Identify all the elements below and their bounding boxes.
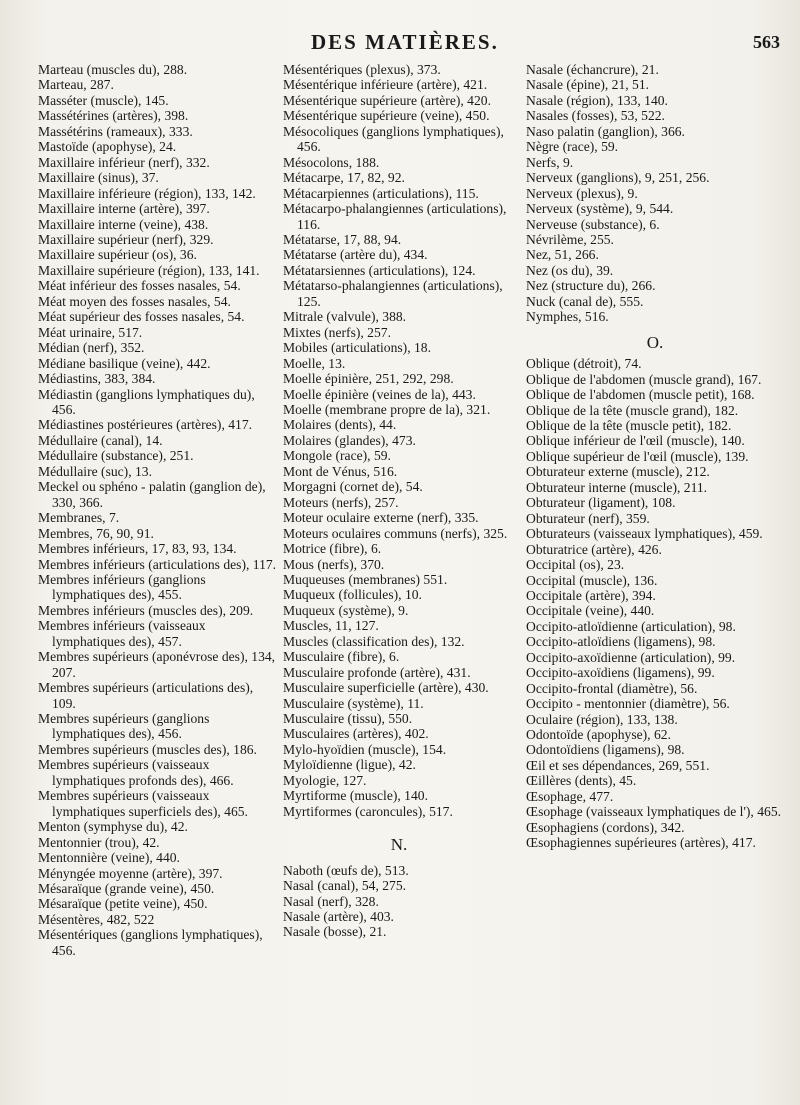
page-number: 563 bbox=[753, 32, 780, 52]
index-entry: Mylo-hyoïdien (muscle), 154. bbox=[283, 741, 447, 757]
index-entry: Méat inférieur des fosses nasales, 54. bbox=[38, 278, 241, 294]
index-entry: Mésentérique supérieure (artère), 420. bbox=[283, 92, 491, 108]
index-entry: Massétérines (artères), 398. bbox=[38, 108, 189, 124]
index-entry: Membres supérieurs (aponévrose des), 134, 207. bbox=[38, 649, 276, 680]
page-header bbox=[0, 30, 800, 60]
index-entry: Nymphes, 516. bbox=[526, 309, 609, 325]
index-entry: Méat moyen des fosses nasales, 54. bbox=[38, 293, 231, 309]
index-entry: Occipito-frontal (diamètre), 56. bbox=[526, 680, 698, 696]
index-entry: Nasale (bosse), 21. bbox=[283, 924, 387, 940]
index-entry: Métacarpo-phalangiennes (articulations), 116. bbox=[283, 201, 507, 232]
index-entry: Mobiles (articulations), 18. bbox=[283, 340, 431, 356]
index-entry: Maxillaire interne (veine), 438. bbox=[38, 216, 209, 232]
index-entry: Mont de Vénus, 516. bbox=[283, 463, 398, 479]
index-entry: Odontoïdiens (ligamens), 98. bbox=[526, 742, 685, 758]
index-entry: Nasal (nerf), 328. bbox=[283, 893, 379, 909]
index-entry: Muqueuses (membranes) 551. bbox=[283, 571, 448, 587]
index-entry: Mongole (race), 59. bbox=[283, 448, 391, 464]
index-entry: Obturateur (nerf), 359. bbox=[526, 510, 650, 526]
index-entry: Oblique de la tête (muscle petit), 182. bbox=[526, 417, 732, 433]
index-entry: Marteau (muscles du), 288. bbox=[38, 62, 188, 77]
index-entry: Moteurs oculaires communs (nerfs), 325. bbox=[283, 525, 508, 541]
index-entry: Moelle épinière, 251, 292, 298. bbox=[283, 371, 454, 387]
index-entry: Occipitale (veine), 440. bbox=[526, 603, 655, 619]
index-entry: Nez (os du), 39. bbox=[526, 262, 614, 278]
index-entry: Naso palatin (ganglion), 366. bbox=[526, 123, 685, 139]
index-entry: Mous (nerfs), 370. bbox=[283, 556, 385, 572]
index-entry: Oblique supérieur de l'œil (muscle), 139. bbox=[526, 448, 749, 464]
index-entry: Myologie, 127. bbox=[283, 772, 367, 788]
index-entry: Nerfs, 9. bbox=[526, 154, 574, 170]
index-entry: Membres supérieurs (muscles des), 186. bbox=[38, 741, 257, 757]
index-entry: Meckel ou sphéno - palatin (ganglion de), 330, 366. bbox=[38, 479, 266, 510]
index-entry: Membranes, 7. bbox=[38, 510, 120, 526]
index-entry: Membres supérieurs (vaisseaux lymphatiques superficiels des), 465. bbox=[38, 788, 248, 819]
index-entry: Mésentériques (ganglions lymphatiques), 456. bbox=[38, 927, 263, 958]
index-entry: Métacarpe, 17, 82, 92. bbox=[283, 170, 405, 186]
index-entry: Médiane basilique (veine), 442. bbox=[38, 355, 211, 371]
index-entry: Maxillaire supérieure (région), 133, 141. bbox=[38, 262, 260, 278]
index-entry: Œsophagiens (cordons), 342. bbox=[526, 819, 685, 835]
index-entry: Nez (structure du), 266. bbox=[526, 278, 656, 294]
index-entry: Métatarse (artère du), 434. bbox=[283, 247, 428, 263]
index-entry: Maxillaire interne (artère), 397. bbox=[38, 201, 210, 217]
index-entry: Métatarse, 17, 88, 94. bbox=[283, 231, 402, 247]
index-entry: Oblique (détroit), 74. bbox=[526, 356, 642, 372]
index-entry: Nasal (canal), 54, 275. bbox=[283, 878, 407, 894]
index-entry: Masséter (muscle), 145. bbox=[38, 92, 169, 108]
index-entry: Médullaire (suc), 13. bbox=[38, 463, 153, 479]
index-entry: Œil et ses dépendances, 269, 551. bbox=[526, 757, 710, 773]
index-entry: Moelle, 13. bbox=[283, 355, 346, 371]
index-entry: Membres supérieurs (articulations des), 109. bbox=[38, 680, 254, 711]
index-entry: Musculaire profonde (artère), 431. bbox=[283, 664, 471, 680]
index-entry: Médullaire (canal), 14. bbox=[38, 432, 163, 448]
index-entry: Maxillaire (sinus), 37. bbox=[38, 170, 159, 186]
index-entry: Obturatrice (artère), 426. bbox=[526, 541, 662, 557]
index-entry: Mésaraïque (grande veine), 450. bbox=[38, 881, 215, 897]
index-entry: Musculaire superficielle (artère), 430. bbox=[283, 680, 489, 696]
index-entry: Médiastins, 383, 384. bbox=[38, 371, 156, 387]
index-column-3 bbox=[526, 62, 784, 851]
index-entry: Occipito-axoïdienne (articulation), 99. bbox=[526, 649, 736, 665]
index-entry: Occipito-atloïdiens (ligamens), 98. bbox=[526, 634, 716, 650]
index-entry: Nerveux (ganglions), 9, 251, 256. bbox=[526, 170, 710, 186]
index-entry: Musculaire (système), 11. bbox=[283, 695, 424, 711]
index-entry: Œsophagiennes supérieures (artères), 417. bbox=[526, 835, 756, 851]
index-entry: Occipital (os), 23. bbox=[526, 557, 625, 573]
index-entry: Occipito-atloïdienne (articulation), 98. bbox=[526, 618, 736, 634]
index-entry: Nasale (artère), 403. bbox=[283, 909, 394, 925]
index-entry: Nerveux (plexus), 9. bbox=[526, 185, 638, 201]
index-entry: Médian (nerf), 352. bbox=[38, 340, 145, 356]
index-entry: Mésaraïque (petite veine), 450. bbox=[38, 896, 208, 912]
running-title: DES MATIÈRES. bbox=[311, 30, 499, 54]
index-entry: Maxillaire supérieur (nerf), 329. bbox=[38, 231, 214, 247]
index-entry: Névrilème, 255. bbox=[526, 231, 614, 247]
index-column-1 bbox=[38, 62, 278, 958]
index-entry: Mésentères, 482, 522 bbox=[38, 911, 155, 927]
index-entry: Maxillaire supérieur (os), 36. bbox=[38, 247, 197, 263]
index-entry: Œsophage (vaisseaux lymphatiques de l'), 465. bbox=[526, 804, 782, 820]
index-entry: Œillères (dents), 45. bbox=[526, 773, 637, 789]
index-entry: Marteau, 287. bbox=[38, 77, 114, 93]
index-entry: Muqueux (système), 9. bbox=[283, 602, 409, 618]
index-entry: Moteurs (nerfs), 257. bbox=[283, 494, 399, 510]
index-entry: Obturateur (ligament), 108. bbox=[526, 495, 676, 511]
index-entry: Mastoïde (apophyse), 24. bbox=[38, 139, 177, 155]
index-entry: Membres inférieurs (muscles des), 209. bbox=[38, 602, 254, 618]
index-entry: Nerveux (système), 9, 544. bbox=[526, 201, 674, 217]
index-entry: Occipito-axoïdiens (ligamens), 99. bbox=[526, 665, 715, 681]
index-entry: Molaires (dents), 44. bbox=[283, 417, 397, 433]
index-entry: Obturateurs (vaisseaux lymphatiques), 459. bbox=[526, 526, 763, 542]
index-entry: Morgagni (cornet de), 54. bbox=[283, 479, 423, 495]
index-entry: Mixtes (nerfs), 257. bbox=[283, 324, 391, 340]
index-entry: Membres supérieurs (ganglions lymphatiques des), 456. bbox=[38, 711, 210, 742]
index-entry: Nez, 51, 266. bbox=[526, 247, 599, 263]
index-entry: Muscles (classification des), 132. bbox=[283, 633, 465, 649]
index-entry: Nasale (échancrure), 21. bbox=[526, 62, 659, 77]
section-letter: O. bbox=[646, 332, 664, 352]
index-entry: Nasales (fosses), 53, 522. bbox=[526, 108, 665, 124]
index-entry: Nasale (région), 133, 140. bbox=[526, 92, 668, 108]
index-entry: Molaires (glandes), 473. bbox=[283, 432, 416, 448]
index-entry: Occipital (muscle), 136. bbox=[526, 572, 658, 588]
index-entry: Maxillaire inférieure (région), 133, 142. bbox=[38, 185, 256, 201]
index-entry: Mésentériques (plexus), 373. bbox=[283, 62, 441, 77]
index-entry: Occipitale (artère), 394. bbox=[526, 587, 656, 603]
index-entry: Mésentérique inférieure (artère), 421. bbox=[283, 77, 488, 93]
index-entry: Métatarsiennes (articulations), 124. bbox=[283, 262, 476, 278]
index-entry: Médiastin (ganglions lymphatiques du), 456. bbox=[38, 386, 255, 417]
index-entry: Nuck (canal de), 555. bbox=[526, 293, 644, 309]
index-entry: Myloïdienne (ligue), 42. bbox=[283, 757, 416, 773]
index-entry: Nasale (épine), 21, 51. bbox=[526, 77, 650, 93]
section-letter: N. bbox=[390, 835, 408, 855]
index-entry: Oblique inférieur de l'œil (muscle), 140. bbox=[526, 433, 745, 449]
index-entry: Mésentérique supérieure (veine), 450. bbox=[283, 108, 490, 124]
index-entry: Obturateur externe (muscle), 212. bbox=[526, 464, 710, 480]
index-entry: Mésocoliques (ganglions lymphatiques), 456. bbox=[283, 123, 504, 155]
index-entry: Méat supérieur des fosses nasales, 54. bbox=[38, 309, 245, 325]
index-entry: Membres inférieurs (ganglions lymphatiques des), 455. bbox=[38, 571, 206, 603]
index-entry: Muqueux (follicules), 10. bbox=[283, 587, 422, 603]
index-entry: Motrice (fibre), 6. bbox=[283, 541, 382, 557]
index-entry: Musculaire (tissu), 550. bbox=[283, 711, 413, 727]
index-entry: Moelle épinière (veines de la), 443. bbox=[283, 386, 476, 402]
index-entry: Oblique de l'abdomen (muscle grand), 167. bbox=[526, 371, 762, 387]
index-entry: Membres inférieurs (vaisseaux lymphatiques des), 457. bbox=[38, 618, 206, 649]
index-entry: Menton (symphyse du), 42. bbox=[38, 819, 188, 835]
index-entry: Mentonnière (veine), 440. bbox=[38, 850, 180, 866]
index-entry: Muscles, 11, 127. bbox=[283, 618, 379, 634]
index-entry: Mentonnier (trou), 42. bbox=[38, 834, 160, 850]
index-entry: Membres inférieurs, 17, 83, 93, 134. bbox=[38, 541, 237, 557]
index-entry: Nègre (race), 59. bbox=[526, 139, 619, 155]
index-entry: Métatarso-phalangiennes (articulations), 125. bbox=[283, 278, 503, 309]
index-entry: Naboth (œufs de), 513. bbox=[283, 862, 409, 878]
index-entry: Médullaire (substance), 251. bbox=[38, 448, 194, 464]
index-entry: Moelle (membrane propre de la), 321. bbox=[283, 401, 491, 417]
index-entry: Membres supérieurs (vaisseaux lymphatiques profonds des), 466. bbox=[38, 757, 234, 788]
index-entry: Myrtiformes (caroncules), 517. bbox=[283, 803, 453, 819]
index-entry: Membres inférieurs (articulations des), 117. bbox=[38, 556, 277, 572]
index-entry: Médiastines postérieures (artères), 417. bbox=[38, 417, 253, 433]
index-entry: Mitrale (valvule), 388. bbox=[283, 309, 407, 325]
index-entry: Musculaire (fibre), 6. bbox=[283, 649, 400, 665]
index-entry: Oculaire (région), 133, 138. bbox=[526, 711, 678, 727]
index-entry: Oblique de l'abdomen (muscle petit), 168. bbox=[526, 387, 755, 403]
index-entry: Myrtiforme (muscle), 140. bbox=[283, 788, 428, 804]
index-entry: Oblique de la tête (muscle grand), 182. bbox=[526, 402, 739, 418]
index-entry: Œsophage, 477. bbox=[526, 788, 614, 804]
index-entry: Méat urinaire, 517. bbox=[38, 324, 143, 340]
index-entry: Membres, 76, 90, 91. bbox=[38, 525, 154, 541]
index-entry: Métacarpiennes (articulations), 115. bbox=[283, 185, 479, 201]
index-entry: Maxillaire inférieur (nerf), 332. bbox=[38, 154, 210, 170]
index-entry: Obturateur interne (muscle), 211. bbox=[526, 479, 708, 495]
index-entry: Ményngée moyenne (artère), 397. bbox=[38, 865, 223, 881]
index-entry: Odontoïde (apophyse), 62. bbox=[526, 727, 671, 743]
index-entry: Occipito - mentonnier (diamètre), 56. bbox=[526, 696, 730, 712]
index-entry: Mésocolons, 188. bbox=[283, 154, 380, 170]
index-entry: Nerveuse (substance), 6. bbox=[526, 216, 660, 232]
index-entry: Massétérins (rameaux), 333. bbox=[38, 123, 193, 139]
index-entry: Musculaires (artères), 402. bbox=[283, 726, 429, 742]
index-column-2 bbox=[283, 62, 515, 940]
index-entry: Moteur oculaire externe (nerf), 335. bbox=[283, 510, 479, 526]
